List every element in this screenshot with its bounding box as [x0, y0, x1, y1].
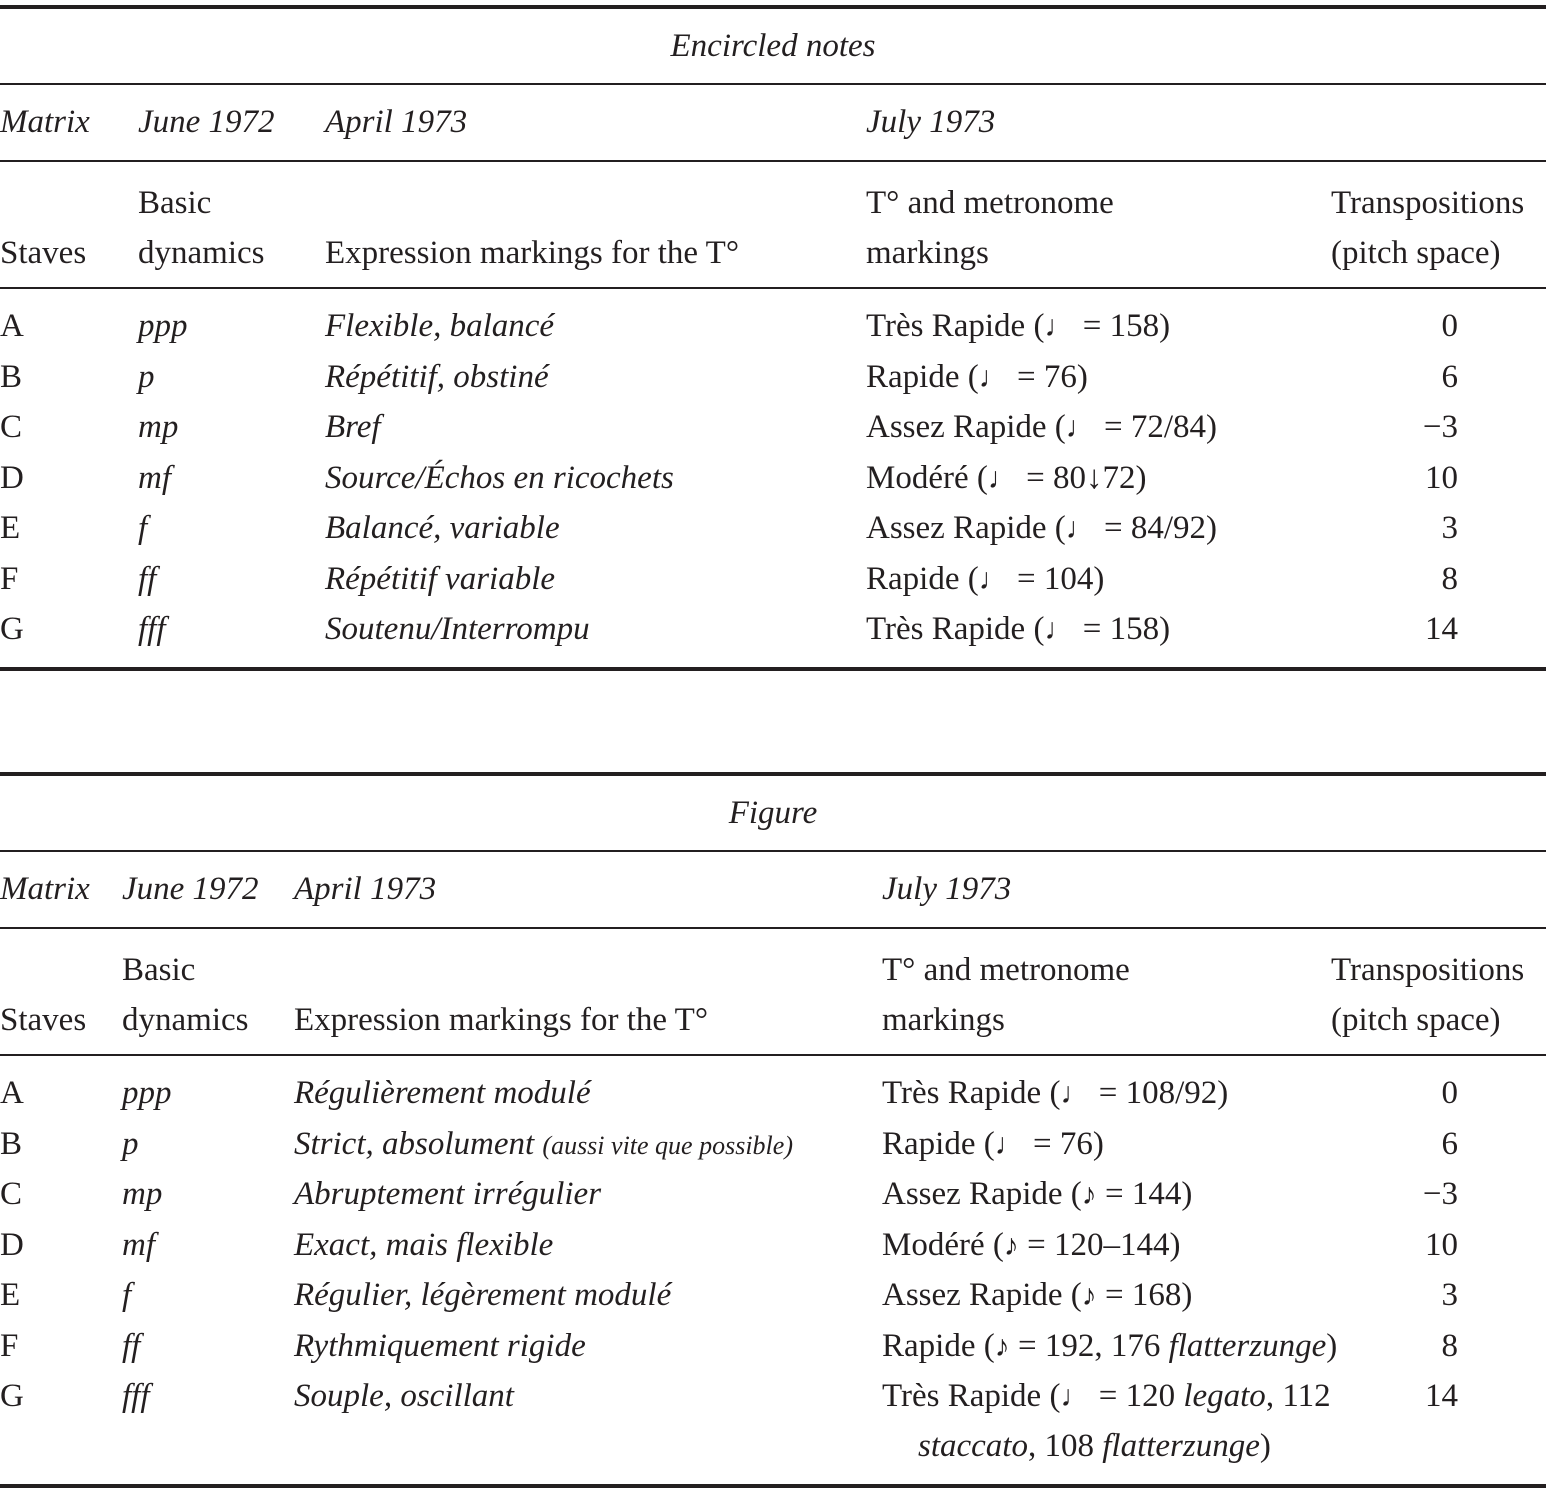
tempo-cell	[882, 1119, 1104, 1170]
staff-cell: A	[0, 308, 24, 344]
quarter-note-icon: ♩	[1060, 1380, 1091, 1413]
tempo-name: Rapide (	[866, 560, 979, 597]
transposition-cell: 3	[1441, 1277, 1458, 1313]
tempo-italic-flatterzunge: flatterzunge	[1102, 1428, 1260, 1464]
dynamic-cell: ff	[138, 560, 157, 597]
dynamic-cell: f	[122, 1277, 132, 1313]
header-tempo-line1: T° and metronome	[866, 185, 1114, 221]
transposition-cell: −3	[1422, 409, 1458, 445]
tempo-cell	[866, 352, 1088, 403]
dynamic-cell: ff	[122, 1327, 141, 1364]
header-april-1973: April 1973	[325, 104, 468, 140]
figure-table	[0, 772, 1546, 1488]
header-dates-row	[0, 85, 1546, 160]
tempo-cell	[882, 1068, 1228, 1119]
tempo-value: = 192, 176	[1009, 1327, 1169, 1364]
header-expression: Expression markings for the T°	[294, 1002, 709, 1038]
tempo-cell	[866, 604, 1170, 655]
staff-cell: E	[0, 1277, 21, 1313]
tempo-name: Assez Rapide (	[882, 1176, 1082, 1212]
expression-cell: Bref	[325, 409, 381, 445]
table-row	[0, 352, 1546, 403]
staff-cell: D	[0, 459, 24, 496]
tempo-name: Rapide (	[866, 358, 979, 395]
tempo-value: = 108/92)	[1090, 1075, 1229, 1111]
expression-text: Strict, absolument	[294, 1125, 543, 1162]
quarter-note-icon: ♩	[1060, 1077, 1091, 1110]
dynamic-cell: fff	[122, 1378, 150, 1414]
expression-cell	[294, 1119, 793, 1171]
staff-cell: B	[0, 358, 23, 395]
table-row	[0, 1068, 1546, 1119]
transposition-cell: 14	[1425, 1378, 1458, 1414]
eighth-note-icon: ♪	[1003, 1228, 1019, 1262]
table-row	[0, 1270, 1546, 1321]
tempo-value: = 144)	[1096, 1176, 1193, 1212]
table-body	[0, 1056, 1546, 1484]
tempo-value: = 120	[1090, 1378, 1184, 1414]
staff-cell: F	[0, 560, 19, 597]
staff-cell: G	[0, 1378, 24, 1414]
tempo-value: = 80↓72)	[1017, 459, 1147, 496]
tempo-value: = 120–144)	[1018, 1226, 1181, 1263]
quarter-note-icon: ♩	[1044, 310, 1075, 343]
tempo-cell	[866, 503, 1217, 554]
transposition-cell: 10	[1425, 459, 1458, 496]
encircled-notes-table	[0, 5, 1546, 671]
tempo-cell-continuation	[918, 1421, 1271, 1471]
tempo-value: = 72/84)	[1095, 409, 1218, 445]
header-staves: Staves	[0, 235, 87, 271]
header-dynamics-line1: Basic	[138, 185, 212, 221]
tempo-cell	[882, 1321, 1337, 1372]
transposition-cell: 10	[1425, 1226, 1458, 1263]
dynamic-cell: mf	[122, 1226, 155, 1263]
tempo-cell	[882, 1371, 1331, 1422]
header-dates-row	[0, 852, 1546, 927]
tempo-name: Très Rapide (	[866, 611, 1045, 647]
tempo-value-2: , 112	[1265, 1378, 1331, 1414]
table-row	[0, 453, 1546, 504]
table-row	[0, 604, 1546, 655]
tempo-value: = 76)	[1008, 358, 1088, 395]
transposition-cell: 3	[1441, 510, 1458, 546]
tempo-name: Modéré (	[882, 1226, 1004, 1263]
dynamic-cell: mp	[122, 1176, 163, 1212]
staff-cell: F	[0, 1327, 19, 1364]
eighth-note-icon: ♪	[1081, 1178, 1097, 1211]
table-caption: Figure	[728, 795, 818, 831]
tempo-value: = 104)	[1008, 560, 1105, 597]
tempo-value: = 158)	[1074, 611, 1171, 647]
staff-cell: G	[0, 611, 24, 647]
expression-cell: Balancé, variable	[325, 510, 560, 546]
header-april-1973: April 1973	[294, 871, 437, 907]
table-row	[0, 503, 1546, 554]
tempo-name: Assez Rapide (	[882, 1277, 1082, 1313]
tempo-name: Très Rapide (	[882, 1075, 1061, 1111]
table-row	[0, 554, 1546, 605]
tempo-cell	[866, 554, 1104, 605]
expression-cell: Exact, mais flexible	[294, 1226, 554, 1263]
header-dynamics-line2: dynamics	[138, 235, 265, 271]
tempo-italic: flatterzunge	[1168, 1327, 1327, 1364]
staff-cell: C	[0, 1176, 23, 1212]
expression-cell: Abruptement irrégulier	[294, 1176, 602, 1212]
header-matrix: Matrix	[0, 104, 90, 140]
transposition-cell: 14	[1425, 611, 1458, 647]
staff-cell: E	[0, 510, 21, 546]
header-tempo-line1: T° and metronome	[882, 952, 1130, 988]
tempo-name: Assez Rapide (	[866, 409, 1066, 445]
expression-cell: Régulier, légèrement modulé	[294, 1277, 672, 1313]
bottom-rule	[0, 667, 1546, 671]
table-row	[0, 1169, 1546, 1220]
header-columns-row	[0, 929, 1546, 1054]
tempo-name: Modéré (	[866, 459, 988, 496]
tempo-cont-close: )	[1259, 1428, 1271, 1464]
header-tempo-line2: markings	[882, 1002, 1005, 1038]
table-caption: Encircled notes	[670, 28, 876, 64]
table-row	[0, 1119, 1546, 1170]
header-staves: Staves	[0, 1002, 87, 1038]
quarter-note-icon: ♩	[994, 1127, 1025, 1161]
eighth-note-icon: ♪	[1081, 1279, 1097, 1312]
tempo-name: Rapide (	[882, 1327, 995, 1364]
bottom-rule	[0, 1484, 1546, 1488]
quarter-note-icon: ♩	[978, 562, 1009, 596]
tempo-cell	[882, 1270, 1192, 1321]
dynamic-cell: ppp	[138, 308, 188, 344]
tempo-value: = 84/92)	[1095, 510, 1218, 546]
tempo-cell	[882, 1169, 1192, 1220]
staff-cell: C	[0, 409, 23, 445]
tempo-italic-staccato: staccato	[918, 1428, 1028, 1464]
dynamic-cell: f	[138, 510, 148, 546]
tempo-cell	[866, 453, 1146, 504]
quarter-note-icon: ♩	[1065, 411, 1096, 444]
transposition-cell: 6	[1441, 1125, 1458, 1162]
dynamic-cell: mf	[138, 459, 171, 496]
transposition-cell: 6	[1441, 358, 1458, 395]
tempo-italic: legato	[1183, 1378, 1266, 1414]
header-dynamics-line2: dynamics	[122, 1002, 249, 1038]
header-columns-row	[0, 162, 1546, 287]
quarter-note-icon: ♩	[1065, 512, 1096, 545]
tempo-cell	[882, 1220, 1180, 1271]
expression-cell: Régulièrement modulé	[294, 1075, 591, 1111]
tempo-cell	[866, 402, 1217, 453]
dynamic-cell: p	[138, 358, 155, 395]
expression-note: (aussi vite que possible)	[542, 1130, 793, 1160]
header-matrix: Matrix	[0, 871, 90, 907]
staff-cell: D	[0, 1226, 24, 1263]
expression-cell: Flexible, balancé	[325, 308, 555, 344]
transposition-cell: 0	[1441, 308, 1458, 344]
staff-cell: A	[0, 1075, 24, 1111]
quarter-note-icon: ♩	[987, 461, 1018, 495]
table-row	[0, 301, 1546, 352]
expression-cell: Répétitif, obstiné	[325, 358, 549, 395]
header-transpositions-line2: (pitch space)	[1331, 235, 1501, 271]
expression-cell: Rythmiquement rigide	[294, 1327, 586, 1364]
table-row	[0, 1321, 1546, 1372]
header-transpositions-line2: (pitch space)	[1331, 1002, 1501, 1038]
header-tempo-line2: markings	[866, 235, 989, 271]
transposition-cell: 8	[1441, 1327, 1458, 1364]
header-july-1973: July 1973	[866, 104, 996, 140]
header-dynamics-line1: Basic	[122, 952, 196, 988]
table-row	[0, 1220, 1546, 1271]
header-june-1972: June 1972	[122, 871, 259, 907]
table-row	[0, 402, 1546, 453]
quarter-note-icon: ♩	[978, 360, 1009, 394]
transposition-cell: −3	[1422, 1176, 1458, 1212]
dynamic-cell: ppp	[122, 1075, 172, 1111]
expression-cell: Soutenu/Interrompu	[325, 611, 590, 647]
tempo-value: = 76)	[1024, 1125, 1104, 1162]
header-july-1973: July 1973	[882, 871, 1012, 907]
staff-cell: B	[0, 1125, 23, 1162]
eighth-note-icon: ♪	[994, 1329, 1010, 1363]
tempo-cont-text: , 108	[1027, 1428, 1103, 1464]
header-transpositions-line1: Transpositions	[1331, 952, 1525, 988]
tempo-value: = 168)	[1096, 1277, 1193, 1313]
header-expression: Expression markings for the T°	[325, 235, 740, 271]
expression-cell: Répétitif variable	[325, 560, 556, 597]
expression-cell: Souple, oscillant	[294, 1378, 514, 1414]
dynamic-cell: mp	[138, 409, 179, 445]
dynamic-cell: p	[122, 1125, 139, 1162]
transposition-cell: 0	[1441, 1075, 1458, 1111]
header-transpositions-line1: Transpositions	[1331, 185, 1525, 221]
transposition-cell: 8	[1441, 560, 1458, 597]
tempo-value: = 158)	[1074, 308, 1171, 344]
tempo-name: Rapide (	[882, 1125, 995, 1162]
tempo-close: )	[1326, 1327, 1338, 1364]
table-body	[0, 289, 1546, 667]
table-row	[0, 1371, 1546, 1472]
tempo-name: Assez Rapide (	[866, 510, 1066, 546]
tempo-name: Très Rapide (	[882, 1378, 1061, 1414]
expression-cell: Source/Échos en ricochets	[325, 459, 674, 496]
dynamic-cell: fff	[138, 611, 166, 647]
header-june-1972: June 1972	[138, 104, 275, 140]
tempo-name: Très Rapide (	[866, 308, 1045, 344]
tempo-cell	[866, 301, 1170, 352]
quarter-note-icon: ♩	[1044, 613, 1075, 646]
